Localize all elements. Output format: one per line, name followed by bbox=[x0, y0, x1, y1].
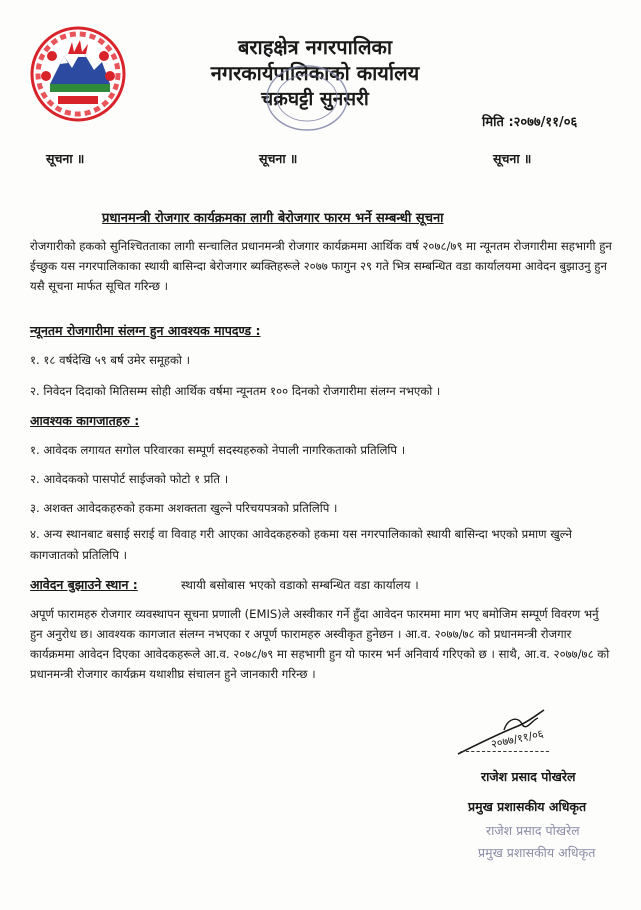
office-location: चक्रघट्टी सुनसरी bbox=[261, 88, 369, 110]
criteria-item: १. १८ वर्षदेखि ५९ बर्ष उमेर समूहको । bbox=[30, 353, 190, 367]
criteria-item: २. निवेदन दिदाको मितिसम्म सोही आर्थिक वर्षमा न्यूनतम १०० दिनको रोजगारीमा संलग्न नभएको । bbox=[30, 384, 441, 398]
criteria-heading: न्यूनतम रोजगारीमा संलग्न हुन आवश्यक मापदण्ड : bbox=[30, 323, 261, 338]
office-name: नगरकार्यपालिकाको कार्यालय bbox=[210, 61, 420, 85]
notice-label-left: सूचना ॥ bbox=[46, 151, 85, 166]
intro-paragraph: रोजगारीको हकको सुनिश्चितताका लागी सन्चालित प्रधानमन्त्री रोजगार कार्यक्रममा आर्थिक वर्ष २०७८/७९ मा न्यूनतम रोजगारीमा सहभागी हुन ईच्छुक यस नगरपालिकाका स्थायी बासिन्दा बेरोजगार ब्यक्तिहरूले २०७७ फागुन २९ गते भित्र सम्बन्धित वडा कार्यालयमा आवेदन बुझाउनु हुन यसै सूचना मार्फत सूचित गरिन्छ । bbox=[30, 239, 612, 293]
notice-subject: प्रधानमन्त्री रोजगार कार्यक्रमका लागी बेरोजगार फारम भर्ने सम्बन्धी सूचना bbox=[102, 211, 444, 226]
submission-place-label: आवेदन बुझाउने स्थान : bbox=[30, 577, 138, 592]
notice-label-right: सूचना ॥ bbox=[493, 151, 532, 166]
document-item: ४. अन्य स्थानबाट बसाई सराई वा विवाह गरी आएका आवेदकहरुको हकमा यस नगरपालिकाको स्थायी बासिन्दा भएको प्रमाण खुल्ने कागजातको प्रतिलिपि । bbox=[30, 527, 572, 562]
issue-date: मिति :२०७७/११/०६ bbox=[482, 115, 578, 130]
closing-paragraph: अपूर्ण फारामहरु रोजगार व्यवस्थापन सूचना प्रणाली (EMIS)ले अस्वीकार गर्ने हुँदा आवेदन फारममा माग भए बमोजिम सम्पूर्ण विवरण भर्नु हुन अनुरोध छ। आवश्यक कागजात संलग्न नभएका र अपूर्ण फारामहरु अस्वीकृत हुनेछन । आ.व. २०७७/७८ को प्रधानमन्त्री रोजगार कार्यक्रममा आवेदन दिएका आवेदकहरूले आ.व. २०७८/७९ मा सहभागी हुन यो फारम भर्न अनिवार्य गरिएको छ । साथै, आ.व. २०७७/७८ को प्रधानमन्त्री रोजगार कार्यक्रम यथाशीघ्र संचालन हुने जानकारी गरिन्छ । bbox=[30, 607, 610, 681]
signature-line: ----------------- bbox=[460, 744, 551, 758]
signature-date: २०७७/११/०६ bbox=[489, 727, 545, 751]
submission-place-value: स्थायी बसोबास भएको वडाको सम्बन्धित वडा कार्यालय । bbox=[181, 578, 419, 592]
notice-label-center: सूचना ॥ bbox=[259, 151, 298, 166]
office-seal-icon bbox=[262, 60, 352, 136]
stamp-designation: प्रमुख प्रशासकीय अधिकृत bbox=[478, 845, 596, 860]
document-item: १. आवेदक लगायत सगोल परिवारका सम्पूर्ण सदस्यहरुको नेपाली नागरिकताको प्रतिलिपि । bbox=[30, 443, 406, 457]
municipality-name: बराहक्षेत्र नगरपालिका bbox=[237, 35, 393, 59]
nepal-emblem-icon bbox=[30, 26, 126, 122]
documents-heading: आवश्यक कागजातहरु : bbox=[30, 413, 140, 428]
signer-designation: प्रमुख प्रशासकीय अधिकृत bbox=[468, 799, 587, 814]
stamp-name: राजेश प्रसाद पोखरेल bbox=[486, 823, 580, 838]
signer-name: राजेश प्रसाद पोखरेल bbox=[481, 769, 576, 784]
document-item: ३. अशक्त आवेदकहरुको हकमा अशक्तता खुल्ने परिचयपत्रको प्रतिलिपि । bbox=[30, 501, 338, 515]
document-item: २. आवेदकको पासपोर्ट साईजको फोटो १ प्रति । bbox=[30, 472, 229, 486]
